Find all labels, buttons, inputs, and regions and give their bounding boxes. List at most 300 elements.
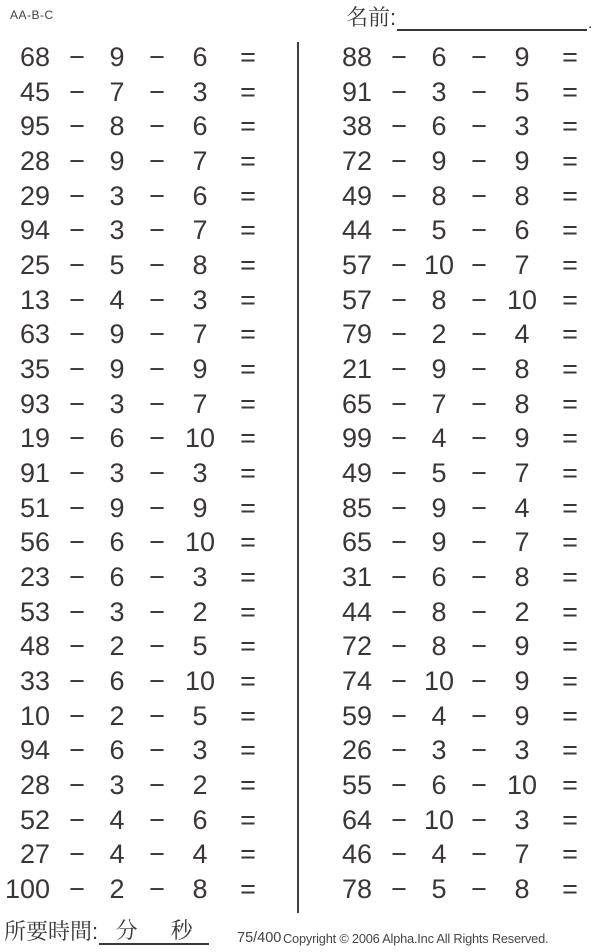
minus-sign: − (149, 180, 165, 211)
operand-1: 65 (341, 388, 372, 419)
minus-sign: − (471, 492, 487, 523)
equals-sign: = (562, 284, 578, 315)
minus-sign: − (69, 215, 85, 246)
operand-1: 56 (19, 527, 50, 558)
worksheet-code: AA-B-C (10, 8, 54, 22)
equals-sign: = (562, 527, 578, 558)
minus-sign: − (69, 284, 85, 315)
operand-3: 9 (514, 700, 530, 731)
minus-sign: − (391, 76, 407, 107)
operand-3: 3 (514, 804, 530, 835)
operand-1: 53 (19, 596, 50, 627)
equals-sign: = (240, 353, 256, 384)
operand-2: 10 (423, 804, 455, 835)
operand-3: 3 (192, 457, 208, 488)
operand-2: 4 (109, 804, 125, 835)
equals-sign: = (562, 665, 578, 696)
operand-3: 7 (192, 319, 208, 350)
problem-row (326, 525, 594, 560)
operand-2: 4 (109, 284, 125, 315)
operand-3: 4 (514, 492, 530, 523)
minus-sign: − (391, 215, 407, 246)
operand-2: 6 (431, 111, 447, 142)
minus-sign: − (69, 873, 85, 904)
equals-sign: = (562, 249, 578, 280)
minus-sign: − (391, 527, 407, 558)
operand-3: 10 (184, 665, 216, 696)
minus-sign: − (471, 700, 487, 731)
problem-row (326, 768, 594, 803)
minus-sign: − (391, 631, 407, 662)
equals-sign: = (240, 249, 256, 280)
minus-sign: − (149, 423, 165, 454)
operand-1: 33 (19, 665, 50, 696)
minus-sign: − (471, 873, 487, 904)
problem-row (326, 837, 594, 872)
equals-sign: = (240, 180, 256, 211)
operand-2: 3 (431, 735, 447, 766)
minutes-unit-label: 分 (115, 918, 138, 943)
minus-sign: − (471, 839, 487, 870)
name-line-period: . (588, 15, 593, 32)
minus-sign: − (149, 319, 165, 350)
operand-1: 48 (19, 631, 50, 662)
minus-sign: − (149, 492, 165, 523)
minus-sign: − (471, 284, 487, 315)
operand-2: 3 (109, 388, 125, 419)
operand-3: 3 (192, 284, 208, 315)
operand-3: 6 (192, 180, 208, 211)
operand-1: 49 (341, 457, 372, 488)
operand-1: 85 (341, 492, 372, 523)
operand-3: 9 (514, 41, 530, 72)
equals-sign: = (240, 839, 256, 870)
operand-2: 6 (109, 561, 125, 592)
minus-sign: − (471, 457, 487, 488)
problem-row (326, 387, 594, 422)
operand-3: 7 (514, 249, 530, 280)
problem-row (4, 248, 272, 283)
operand-2: 7 (109, 76, 125, 107)
operand-2: 6 (109, 527, 125, 558)
problem-row (326, 317, 594, 352)
operand-2: 9 (109, 492, 125, 523)
equals-sign: = (562, 839, 578, 870)
problem-row (326, 872, 594, 907)
name-label: 名前: (346, 5, 397, 30)
problem-row (4, 699, 272, 734)
operand-1: 91 (19, 457, 50, 488)
minus-sign: − (391, 249, 407, 280)
minus-sign: − (391, 284, 407, 315)
problem-row (4, 213, 272, 248)
equals-sign: = (240, 804, 256, 835)
minus-sign: − (69, 180, 85, 211)
operand-2: 5 (109, 249, 125, 280)
operand-1: 91 (341, 76, 372, 107)
minus-sign: − (471, 215, 487, 246)
minus-sign: − (471, 111, 487, 142)
operand-2: 2 (431, 319, 447, 350)
operand-2: 6 (431, 561, 447, 592)
minus-sign: − (149, 873, 165, 904)
equals-sign: = (240, 215, 256, 246)
operand-2: 8 (431, 596, 447, 627)
operand-3: 10 (506, 284, 538, 315)
copyright-notice: Copyright © 2006 Alpha.Inc All Rights Reserved. (283, 931, 549, 946)
problem-row (326, 179, 594, 214)
operand-1: 28 (19, 145, 50, 176)
operand-3: 6 (514, 215, 530, 246)
operand-3: 9 (514, 665, 530, 696)
operand-2: 9 (109, 41, 125, 72)
minus-sign: − (149, 41, 165, 72)
problem-row (326, 40, 594, 75)
operand-3: 2 (192, 596, 208, 627)
time-underline (99, 918, 209, 945)
problem-row (4, 352, 272, 387)
minus-sign: − (69, 457, 85, 488)
equals-sign: = (562, 319, 578, 350)
operand-2: 5 (431, 873, 447, 904)
operand-3: 7 (192, 215, 208, 246)
minus-sign: − (149, 145, 165, 176)
problem-row (4, 560, 272, 595)
equals-sign: = (562, 735, 578, 766)
minus-sign: − (471, 804, 487, 835)
operand-1: 57 (341, 284, 372, 315)
problem-row (326, 421, 594, 456)
operand-2: 8 (431, 180, 447, 211)
minus-sign: − (69, 76, 85, 107)
operand-1: 68 (19, 41, 50, 72)
problem-row (326, 352, 594, 387)
minus-sign: − (69, 319, 85, 350)
minus-sign: − (149, 596, 165, 627)
problem-row (4, 837, 272, 872)
minus-sign: − (391, 319, 407, 350)
equals-sign: = (562, 700, 578, 731)
minus-sign: − (471, 631, 487, 662)
operand-1: 23 (19, 561, 50, 592)
minus-sign: − (69, 41, 85, 72)
operand-1: 94 (19, 735, 50, 766)
operand-1: 10 (19, 700, 50, 731)
operand-3: 6 (192, 111, 208, 142)
equals-sign: = (240, 769, 256, 800)
minus-sign: − (69, 665, 85, 696)
operand-3: 5 (192, 631, 208, 662)
operand-1: 100 (4, 873, 50, 904)
minus-sign: − (471, 353, 487, 384)
operand-3: 6 (192, 41, 208, 72)
equals-sign: = (562, 41, 578, 72)
operand-1: 19 (19, 423, 50, 454)
operand-3: 9 (514, 423, 530, 454)
equals-sign: = (240, 41, 256, 72)
equals-sign: = (240, 388, 256, 419)
minus-sign: − (471, 76, 487, 107)
page-count: 75/400 (237, 930, 282, 946)
operand-1: 45 (19, 76, 50, 107)
minus-sign: − (149, 700, 165, 731)
operand-2: 6 (109, 423, 125, 454)
operand-1: 79 (341, 319, 372, 350)
minus-sign: − (391, 423, 407, 454)
minus-sign: − (391, 388, 407, 419)
operand-2: 2 (109, 873, 125, 904)
operand-3: 9 (514, 631, 530, 662)
equals-sign: = (240, 319, 256, 350)
operand-1: 44 (341, 596, 372, 627)
operand-1: 51 (19, 492, 50, 523)
operand-2: 9 (109, 145, 125, 176)
minus-sign: − (471, 180, 487, 211)
operand-1: 64 (341, 804, 372, 835)
operand-2: 9 (109, 319, 125, 350)
minus-sign: − (149, 284, 165, 315)
operand-2: 3 (109, 215, 125, 246)
operand-1: 93 (19, 388, 50, 419)
minus-sign: − (149, 665, 165, 696)
problem-row (4, 525, 272, 560)
operand-2: 3 (109, 180, 125, 211)
operand-1: 57 (341, 249, 372, 280)
problem-row (4, 803, 272, 838)
equals-sign: = (240, 631, 256, 662)
minus-sign: − (391, 145, 407, 176)
minus-sign: − (149, 631, 165, 662)
operand-2: 9 (431, 527, 447, 558)
minus-sign: − (391, 492, 407, 523)
problem-row (4, 179, 272, 214)
equals-sign: = (240, 492, 256, 523)
problem-row (326, 699, 594, 734)
equals-sign: = (562, 769, 578, 800)
operand-3: 2 (514, 596, 530, 627)
operand-3: 9 (514, 145, 530, 176)
minus-sign: − (69, 700, 85, 731)
minus-sign: − (471, 769, 487, 800)
operand-3: 8 (514, 388, 530, 419)
minus-sign: − (69, 423, 85, 454)
operand-3: 2 (192, 769, 208, 800)
problem-column-right (326, 40, 594, 907)
problem-row (326, 664, 594, 699)
problem-row (4, 664, 272, 699)
seconds-unit-label: 秒 (170, 918, 193, 943)
minus-sign: − (149, 527, 165, 558)
minus-sign: − (149, 249, 165, 280)
operand-3: 4 (192, 839, 208, 870)
operand-1: 94 (19, 215, 50, 246)
name-underline (397, 5, 587, 31)
equals-sign: = (562, 215, 578, 246)
equals-sign: = (240, 76, 256, 107)
equals-sign: = (240, 665, 256, 696)
equals-sign: = (562, 111, 578, 142)
operand-1: 21 (341, 353, 372, 384)
operand-2: 2 (109, 700, 125, 731)
problem-row (326, 560, 594, 595)
equals-sign: = (562, 631, 578, 662)
equals-sign: = (240, 284, 256, 315)
problem-row (4, 421, 272, 456)
operand-1: 74 (341, 665, 372, 696)
minus-sign: − (391, 839, 407, 870)
minus-sign: − (471, 388, 487, 419)
operand-1: 88 (341, 41, 372, 72)
problem-row (4, 387, 272, 422)
minus-sign: − (391, 457, 407, 488)
minus-sign: − (69, 353, 85, 384)
operand-1: 52 (19, 804, 50, 835)
operand-1: 44 (341, 215, 372, 246)
operand-1: 26 (341, 735, 372, 766)
time-required-field (4, 918, 209, 945)
minus-sign: − (149, 76, 165, 107)
operand-1: 55 (341, 769, 372, 800)
problem-row (4, 629, 272, 664)
operand-3: 4 (514, 319, 530, 350)
problem-row (326, 595, 594, 630)
minus-sign: − (391, 665, 407, 696)
operand-3: 3 (192, 735, 208, 766)
operand-2: 4 (431, 423, 447, 454)
minus-sign: − (391, 735, 407, 766)
operand-2: 8 (109, 111, 125, 142)
operand-3: 8 (514, 873, 530, 904)
equals-sign: = (240, 596, 256, 627)
minus-sign: − (471, 596, 487, 627)
operand-3: 3 (192, 561, 208, 592)
minus-sign: − (149, 388, 165, 419)
operand-3: 10 (184, 527, 216, 558)
problem-row (326, 629, 594, 664)
equals-sign: = (240, 873, 256, 904)
problem-row (4, 317, 272, 352)
minus-sign: − (69, 111, 85, 142)
minus-sign: − (471, 145, 487, 176)
operand-3: 8 (514, 353, 530, 384)
minus-sign: − (471, 735, 487, 766)
operand-1: 31 (341, 561, 372, 592)
operand-2: 2 (109, 631, 125, 662)
minus-sign: − (391, 41, 407, 72)
equals-sign: = (240, 700, 256, 731)
operand-3: 10 (184, 423, 216, 454)
minus-sign: − (391, 596, 407, 627)
operand-1: 25 (19, 249, 50, 280)
problem-row (4, 491, 272, 526)
minus-sign: − (391, 700, 407, 731)
operand-3: 9 (192, 353, 208, 384)
problem-row (4, 595, 272, 630)
minus-sign: − (471, 41, 487, 72)
problem-row (326, 144, 594, 179)
problem-row (4, 733, 272, 768)
minus-sign: − (149, 215, 165, 246)
operand-3: 7 (192, 145, 208, 176)
minus-sign: − (149, 735, 165, 766)
operand-1: 59 (341, 700, 372, 731)
minus-sign: − (149, 457, 165, 488)
operand-1: 46 (341, 839, 372, 870)
time-required-label: 所要時間: (4, 919, 99, 944)
minus-sign: − (69, 561, 85, 592)
minus-sign: − (391, 769, 407, 800)
minus-sign: − (471, 561, 487, 592)
operand-1: 72 (341, 631, 372, 662)
problem-row (326, 803, 594, 838)
problem-row (326, 283, 594, 318)
operand-2: 3 (109, 769, 125, 800)
minus-sign: − (391, 180, 407, 211)
equals-sign: = (240, 561, 256, 592)
minus-sign: − (149, 804, 165, 835)
minus-sign: − (69, 735, 85, 766)
operand-2: 3 (431, 76, 447, 107)
operand-3: 8 (192, 249, 208, 280)
operand-1: 65 (341, 527, 372, 558)
minus-sign: − (69, 804, 85, 835)
operand-2: 6 (431, 769, 447, 800)
operand-3: 3 (514, 111, 530, 142)
minus-sign: − (69, 527, 85, 558)
minus-sign: − (69, 839, 85, 870)
operand-3: 8 (514, 561, 530, 592)
operand-3: 3 (192, 76, 208, 107)
operand-2: 4 (431, 700, 447, 731)
operand-1: 99 (341, 423, 372, 454)
operand-3: 7 (192, 388, 208, 419)
operand-2: 9 (109, 353, 125, 384)
operand-2: 6 (109, 665, 125, 696)
minus-sign: − (69, 145, 85, 176)
operand-3: 7 (514, 527, 530, 558)
operand-1: 29 (19, 180, 50, 211)
minus-sign: − (69, 388, 85, 419)
operand-1: 28 (19, 769, 50, 800)
operand-3: 7 (514, 839, 530, 870)
minus-sign: − (471, 319, 487, 350)
equals-sign: = (562, 596, 578, 627)
minus-sign: − (69, 596, 85, 627)
operand-1: 95 (19, 111, 50, 142)
operand-2: 5 (431, 457, 447, 488)
equals-sign: = (562, 180, 578, 211)
minus-sign: − (69, 631, 85, 662)
column-divider (297, 42, 299, 913)
equals-sign: = (562, 804, 578, 835)
minus-sign: − (471, 249, 487, 280)
equals-sign: = (562, 873, 578, 904)
operand-1: 13 (19, 284, 50, 315)
problem-row (4, 872, 272, 907)
operand-3: 3 (514, 735, 530, 766)
operand-1: 49 (341, 180, 372, 211)
operand-3: 10 (506, 769, 538, 800)
minus-sign: − (471, 527, 487, 558)
operand-2: 3 (109, 457, 125, 488)
problem-row (326, 75, 594, 110)
problem-row (4, 456, 272, 491)
operand-1: 78 (341, 873, 372, 904)
problem-row (4, 768, 272, 803)
problem-row (326, 109, 594, 144)
equals-sign: = (562, 423, 578, 454)
operand-2: 10 (423, 665, 455, 696)
